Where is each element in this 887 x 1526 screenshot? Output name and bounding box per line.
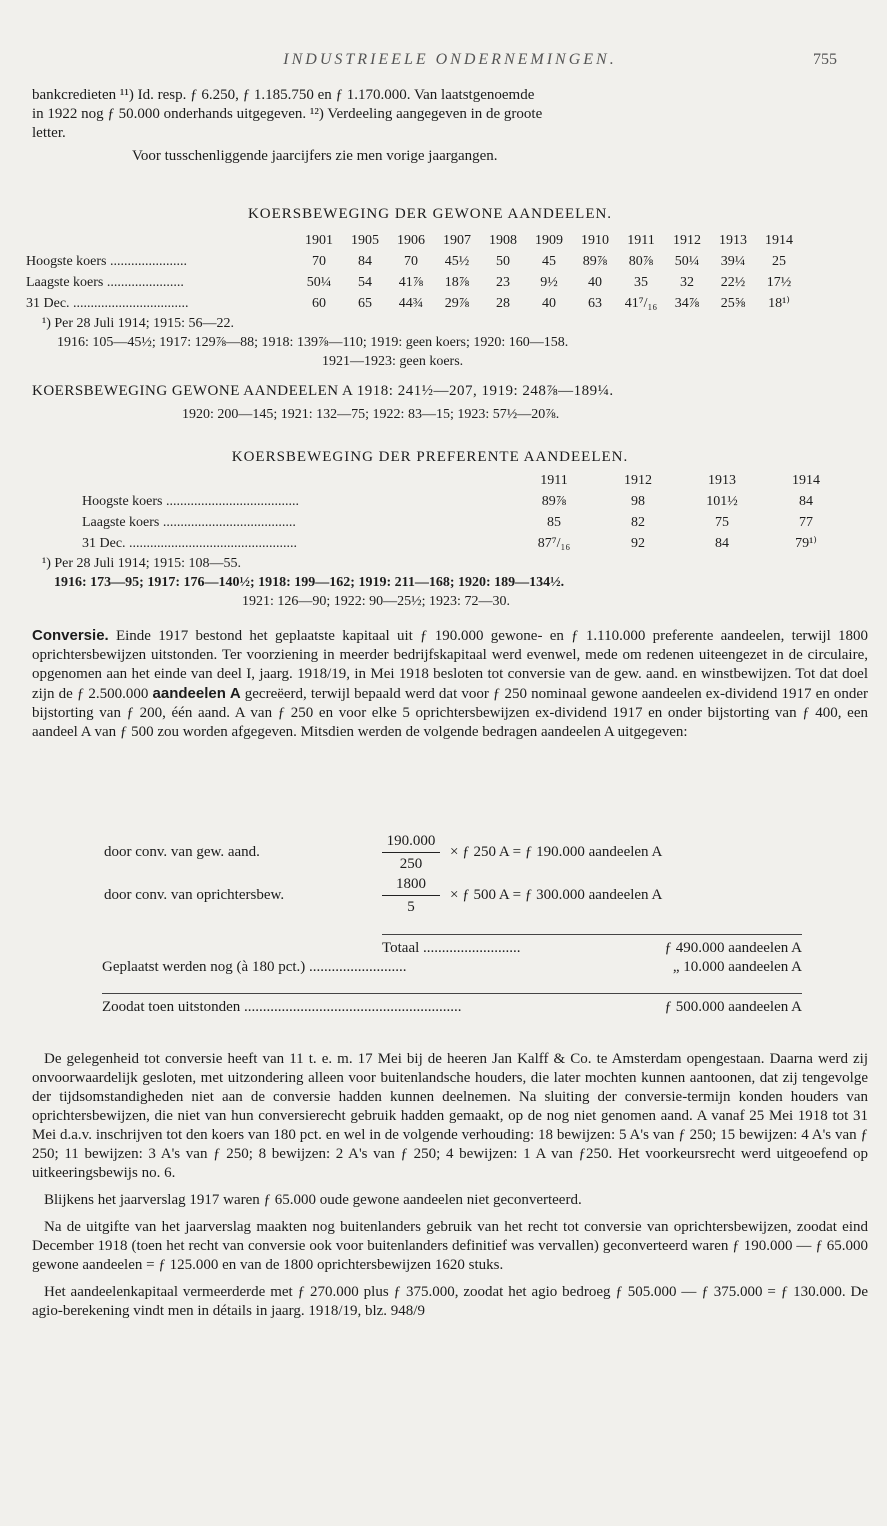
table1-year-header: 1905 <box>351 233 379 248</box>
table1-year-header: 1914 <box>765 233 793 248</box>
calc-summary <box>102 934 802 1017</box>
table1-cell: 70 <box>312 254 326 269</box>
table2-line-bold: 1916: 173—95; 1917: 176—140½; 1918: 199—162; 1919: 211—168; 1920: 189—134½. <box>54 575 565 590</box>
section-a <box>32 382 868 424</box>
table1-row-label: 31 Dec. ................................. <box>26 296 189 311</box>
calc-zoodat-label: Zoodat toen uitstonden .......................................................... <box>102 999 462 1015</box>
table1-cell: 41⁷/₁₆ <box>624 296 658 311</box>
calc-totaal-label: Totaal .......................... <box>382 940 521 956</box>
conversie-section <box>32 626 868 742</box>
table1-section <box>26 205 868 371</box>
calc-zoodat-value: ƒ 500.000 aandeelen A <box>664 999 802 1015</box>
table2-cell: 98 <box>631 494 645 509</box>
table1-cell: 18¹⁾ <box>768 296 790 311</box>
table2 <box>82 470 848 554</box>
calc-zoodat-row <box>102 993 802 1017</box>
table1-year-header: 1911 <box>627 233 655 248</box>
calc-table <box>102 830 664 918</box>
conversie-text-1: Einde 1917 bestond het geplaatste kapitaal uit ƒ 190.000 gewone- en ƒ 1.110.000 preferente aandeelen, terwijl 1800 oprichtersbewijzen uitstonden. Ter voorziening in meerder bedrijfskapitaal werd evenwel, mede om redenen uiteengezet in de circulaire, opgenomen aan het einde van deel I, jaarg. 1918/19, in Mei 1918 besloten tot conversie van de gew. aand. en winstbewijzen. Tot dat doel zijn de ƒ 2.500.000 <box>32 628 868 702</box>
calc-row1-den: 250 <box>399 856 423 872</box>
table1-cell: 34⅞ <box>674 296 700 311</box>
table2-year-header: 1914 <box>792 473 820 488</box>
paragraph-3: Na de uitgifte van het jaarverslag maakten nog buitenlanders gebruik van het recht tot conversie van oprichtersbewijzen, zoodat eind December 1918 (toen het recht van conversie ook voor buitenlanders definitief was vervallen) geconverteerd waren ƒ 190.000 — ƒ 65.000 gewone aandeelen = ƒ 125.000 en van de 1800 oprichtersbewijzen 1620 stuks. <box>32 1219 868 1273</box>
table2-cell: 85 <box>547 515 561 530</box>
table2-line-2: 1921: 126—90; 1922: 90—25½; 1923: 72—30. <box>242 594 510 609</box>
calc-row2-fraction <box>382 875 440 916</box>
calc-section <box>32 830 868 1017</box>
table2-row-label: Hoogste koers ...................................... <box>82 494 299 509</box>
table1-cell: 40 <box>588 275 602 290</box>
table2-title: KOERSBEWEGING DER PREFERENTE AANDEELEN. <box>231 449 629 465</box>
table1-cell: 54 <box>358 275 372 290</box>
table2-cell: 89⅞ <box>541 494 567 509</box>
table2-header-row <box>82 470 848 491</box>
table2-cell: 79¹⁾ <box>795 536 817 551</box>
table1-cell: 18⅞ <box>444 275 470 290</box>
conversie-paragraph <box>32 626 868 742</box>
calc-geplaatst-value: „ 10.000 aandeelen A <box>672 959 802 975</box>
table2-cell: 77 <box>799 515 813 530</box>
table1-year-header: 1907 <box>443 233 471 248</box>
table1-cell: 89⅞ <box>582 254 608 269</box>
table2-cell: 87⁷/₁₆ <box>537 536 571 551</box>
table1-year-header: 1912 <box>673 233 701 248</box>
calc-row2-num: 1800 <box>396 876 426 892</box>
table1-cell: 60 <box>312 296 326 311</box>
section-a-line-2: 1920: 200—145; 1921: 132—75; 1922: 83—15; 1923: 57½—20⅞. <box>182 407 560 422</box>
table2-cell: 84 <box>715 536 729 551</box>
table1-row <box>26 272 802 293</box>
calc-row1-label: door conv. van gew. aand. <box>104 844 260 860</box>
intro-block <box>32 86 868 166</box>
table2-row <box>82 491 848 512</box>
table1-header-blank <box>26 230 296 251</box>
table1-cell: 63 <box>588 296 602 311</box>
intro-note: Voor tusschenliggende jaarcijfers zie men vorige jaargangen. <box>132 148 498 164</box>
table2-year-header: 1913 <box>708 473 736 488</box>
table1-cell: 39¼ <box>720 254 746 269</box>
calc-row1-fraction <box>382 832 440 873</box>
table1-year-header: 1901 <box>305 233 333 248</box>
intro-line-2: in 1922 nog ƒ 50.000 onderhands uitgegeven. ¹²) Verdeeling aangegeven in de groote <box>32 106 543 122</box>
paragraph-4: Het aandeelenkapitaal vermeerderde met ƒ 270.000 plus ƒ 375.000, zoodat het agio bedroeg ƒ 505.000 — ƒ 375.000 = ƒ 130.000. De agio-berekening vindt men in détails in jaarg. 1918/19, blz. 948/9 <box>32 1284 868 1319</box>
table2-year-header: 1912 <box>624 473 652 488</box>
table2-section <box>32 448 868 611</box>
table2-cell: 84 <box>799 494 813 509</box>
table1-cell: 65 <box>358 296 372 311</box>
calc-geplaatst-row <box>102 958 802 977</box>
table1-row-label: Laagste koers ...................... <box>26 275 184 290</box>
table1-cell: 45½ <box>444 254 470 269</box>
table1-row-label: Hoogste koers ...................... <box>26 254 187 269</box>
paragraph-1: De gelegenheid tot conversie heeft van 11 t. e. m. 17 Mei bij de heeren Jan Kalff & Co. te Amsterdam opengestaan. Daarna werd zij onvoorwaardelijk gesloten, met uitzondering alleen voor buitenlandsche houders, die later mochten kunnen aantoonen, dat zij tengevolge der tijdsomstandigheden niet aan de conversie hadden kunnen deelnemen. Na sluiting der conversie-termijn konden houders van oprichtersbewijzen, die niet van hun conversierecht gebruik hadden gemaakt, op de nog niet genomen aand. A vanaf 25 Mei 1918 tot 31 Mei d.a.v. inschrijven tot den koers van 180 pct. en wel in de volgende verhouding: 18 bewijzen: 5 A's van ƒ 250; 15 bewijzen: 4 A's van ƒ 250; 11 bewijzen: 3 A's van ƒ 250; 8 bewijzen: 2 A's van ƒ 250; 4 bewijzen: 1 A van ƒ250. Het voorkeursrecht werd uitgeoefend op uitkeeringsbewijs no. 6. <box>32 1051 868 1181</box>
table1-cell: 45 <box>542 254 556 269</box>
table1-years-line-2: 1921—1923: geen koers. <box>322 354 464 369</box>
page-number: 755 <box>813 51 837 68</box>
table2-cell: 101½ <box>706 494 738 509</box>
table1 <box>26 230 802 314</box>
table2-year-header: 1911 <box>540 473 568 488</box>
table1-cell: 84 <box>358 254 372 269</box>
table1-cell: 9½ <box>540 275 558 290</box>
calc-row2-label: door conv. van oprichtersbew. <box>104 887 285 903</box>
table1-cell: 41⅞ <box>398 275 424 290</box>
calc-row1-num: 190.000 <box>386 833 436 849</box>
table1-cell: 50¼ <box>306 275 332 290</box>
table1-cell: 23 <box>496 275 510 290</box>
table1-cell: 44¾ <box>398 296 424 311</box>
table2-row <box>82 533 848 554</box>
table2-header-blank <box>82 470 512 491</box>
table1-year-header: 1913 <box>719 233 747 248</box>
table1-cell: 50 <box>496 254 510 269</box>
calc-row2-tail: × ƒ 500 A = ƒ 300.000 aandeelen A <box>450 887 663 903</box>
conversie-text-2: gecreëerd, terwijl bepaald werd dat voor ƒ 250 nominaal gewone aandeelen ex-dividend 1917 en onder bijstorting van ƒ 200, één aand. A van ƒ 250 en voor elke 5 oprichtersbewijzen ex-dividend 1917 en onder bijstorting van ƒ 400, een aandeel A van ƒ 500 zou worden afgegeven. Mitsdien werden de volgende bedragen aandeelen A uitgegeven: <box>32 686 869 740</box>
conversie-bold-term: aandeelen A <box>152 685 241 702</box>
calc-totaal-row <box>382 934 802 958</box>
calc-row2-den: 5 <box>407 899 415 915</box>
table2-footnote: ¹) Per 28 Juli 1914; 1915: 108—55. <box>42 556 242 571</box>
table1-cell: 40 <box>542 296 556 311</box>
table1-year-header: 1910 <box>581 233 609 248</box>
table1-cell: 35 <box>634 275 648 290</box>
running-title: INDUSTRIEELE ONDERNEMINGEN. <box>283 51 617 68</box>
table1-years-line: 1916: 105—45½; 1917: 129⅞—88; 1918: 139⅞—110; 1919: geen koers; 1920: 160—158. <box>57 335 569 350</box>
table2-row <box>82 512 848 533</box>
table1-cell: 28 <box>496 296 510 311</box>
conversie-heading: Conversie. <box>32 627 109 644</box>
table1-cell: 25 <box>772 254 786 269</box>
table1-year-header: 1909 <box>535 233 563 248</box>
calc-totaal-value: ƒ 490.000 aandeelen A <box>664 940 802 956</box>
paragraph-2: Blijkens het jaarverslag 1917 waren ƒ 65.000 oude gewone aandeelen niet geconverteerd. <box>44 1192 582 1208</box>
table1-cell: 32 <box>680 275 694 290</box>
table2-cell: 82 <box>631 515 645 530</box>
table1-cell: 70 <box>404 254 418 269</box>
table1-cell: 50¼ <box>674 254 700 269</box>
table2-cell: 75 <box>715 515 729 530</box>
intro-line-3: letter. <box>32 125 66 141</box>
table1-cell: 29⅞ <box>444 296 470 311</box>
table1-header-row <box>26 230 802 251</box>
table2-row-label: Laagste koers ...................................... <box>82 515 296 530</box>
table1-cell: 22½ <box>720 275 746 290</box>
table1-cell: 25⅝ <box>720 296 746 311</box>
table1-cell: 80⅞ <box>628 254 654 269</box>
table1-title: KOERSBEWEGING DER GEWONE AANDEELEN. <box>247 206 613 222</box>
table1-year-header: 1908 <box>489 233 517 248</box>
intro-line-1: bankcredieten ¹¹) Id. resp. ƒ 6.250, ƒ 1.185.750 en ƒ 1.170.000. Van laatstgenoemde <box>32 87 535 103</box>
table1-year-header: 1906 <box>397 233 425 248</box>
calc-row1-tail: × ƒ 250 A = ƒ 190.000 aandeelen A <box>450 844 663 860</box>
section-a-line-1: KOERSBEWEGING GEWONE AANDEELEN A 1918: 241½—207, 1919: 248⅞—189¼. <box>32 383 614 399</box>
calc-geplaatst-label: Geplaatst werden nog (à 180 pct.) .......................... <box>102 959 407 975</box>
table2-cell: 92 <box>631 536 645 551</box>
table2-row-label: 31 Dec. ................................................ <box>82 536 298 551</box>
table1-row <box>26 251 802 272</box>
table1-cell: 17½ <box>766 275 792 290</box>
table1-row <box>26 293 802 314</box>
closing-paragraphs <box>32 1050 868 1321</box>
table1-footnote: ¹) Per 28 Juli 1914; 1915: 56—22. <box>42 316 235 331</box>
running-header <box>0 50 887 76</box>
